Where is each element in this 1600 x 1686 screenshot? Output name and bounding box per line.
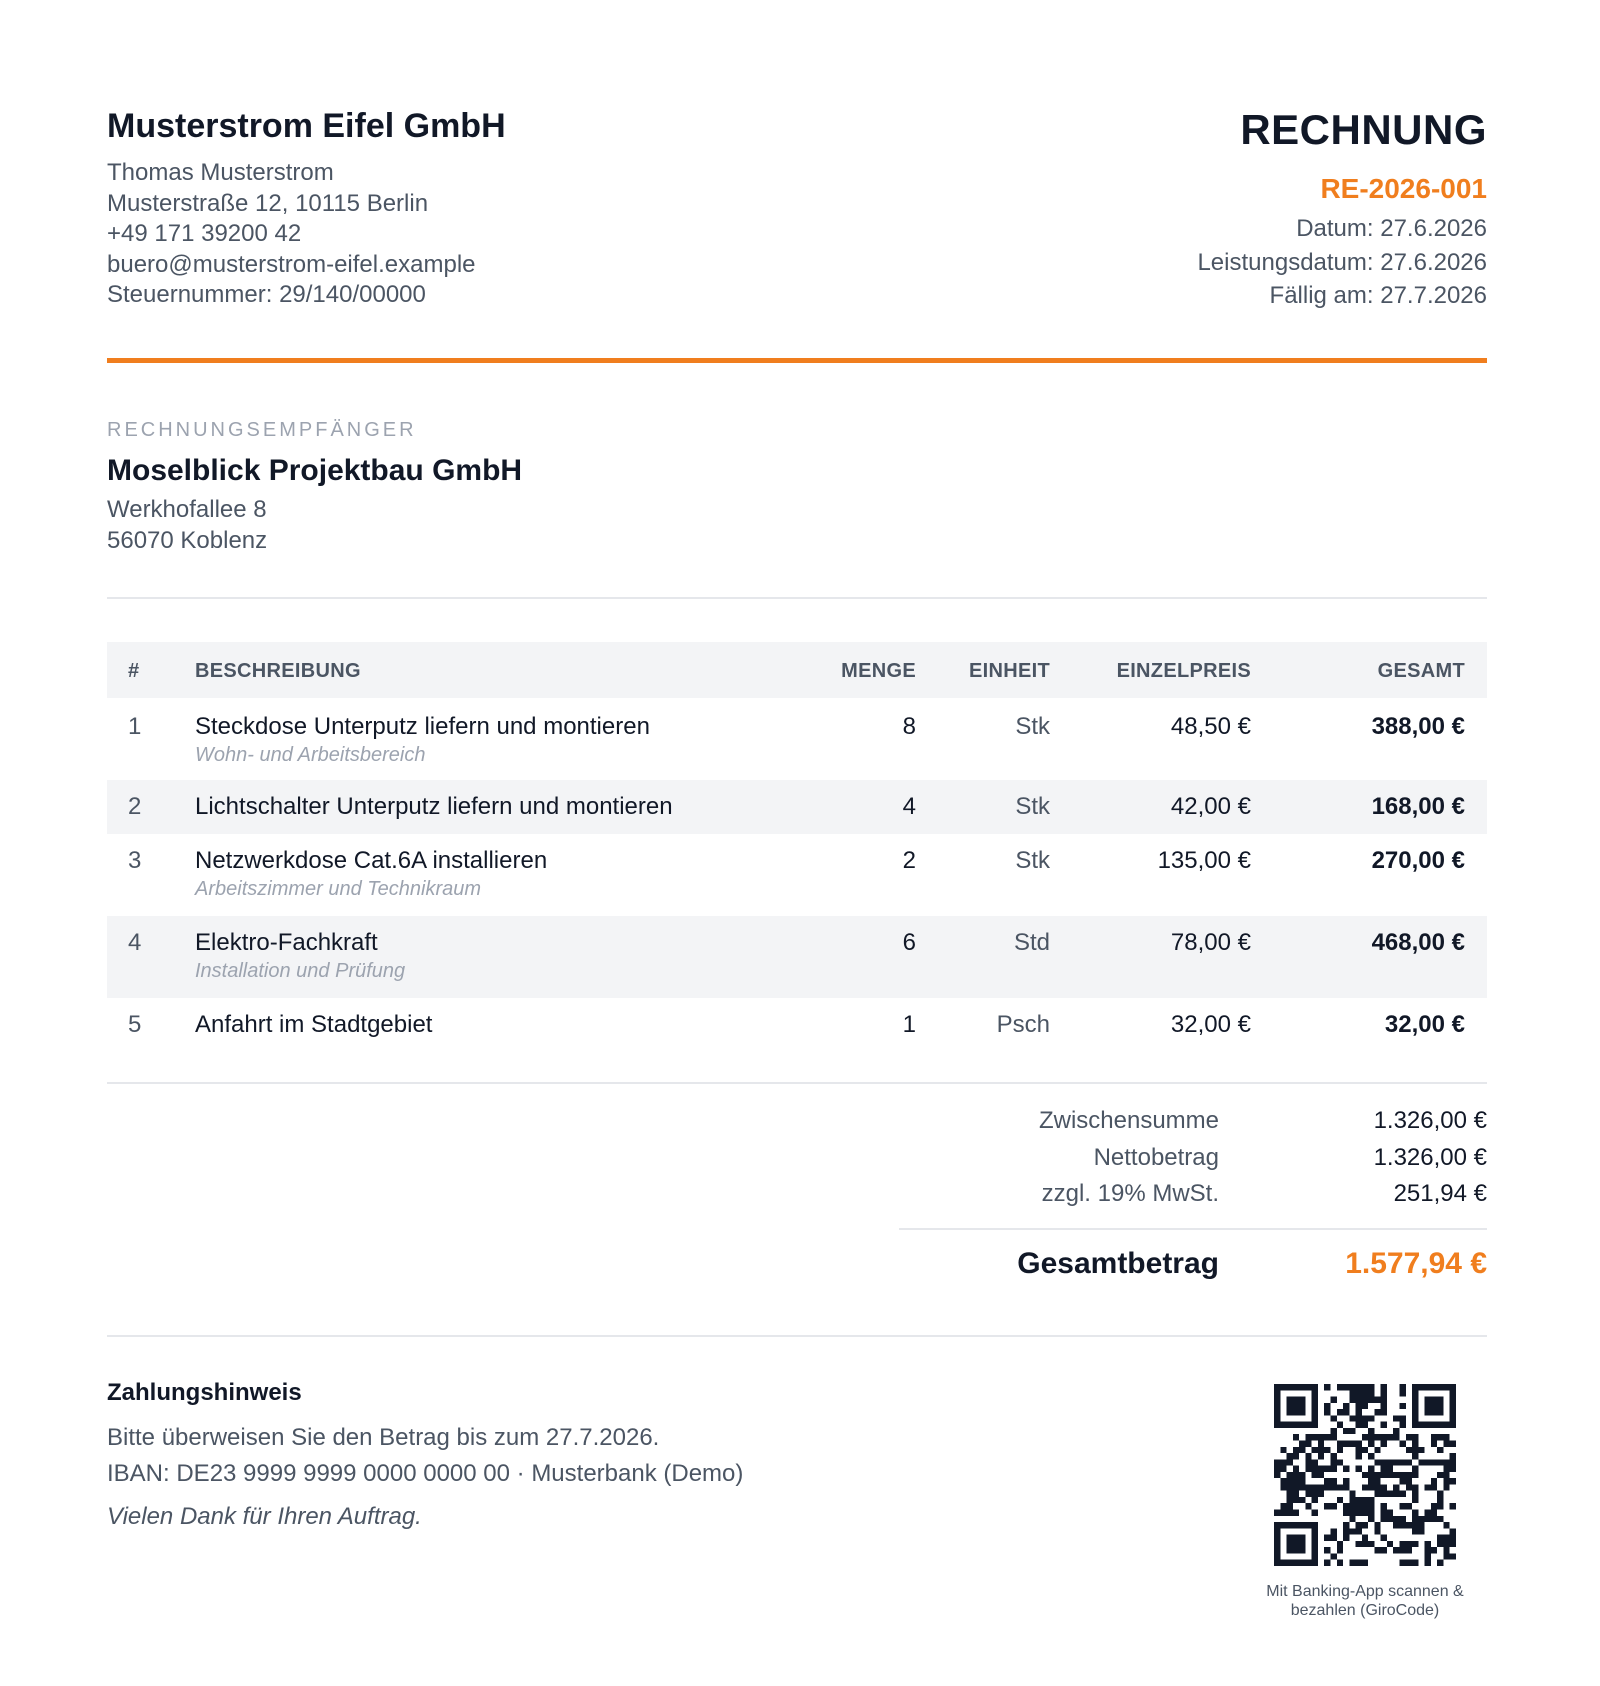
row-unit-price: 32,00 € (1170, 1011, 1251, 1038)
row-total: 468,00 € (1371, 929, 1465, 956)
seller-phone: +49 171 39200 42 (107, 220, 302, 247)
table-row (107, 916, 1487, 998)
grand-total-label: Gesamtbetrag (1017, 1247, 1219, 1280)
row-total: 168,00 € (1371, 793, 1465, 820)
seller-tax-number: Steuernummer: 29/140/00000 (107, 281, 426, 308)
row-subtext: Installation und Prüfung (195, 960, 406, 982)
row-description: Steckdose Unterputz liefern und montieren (195, 713, 650, 740)
row-unit: Stk (1015, 847, 1050, 874)
invoice-meta (1197, 106, 1487, 313)
table-header (107, 642, 1487, 698)
invoice-title: RECHNUNG (1240, 106, 1487, 153)
line-items-table (107, 642, 1487, 1054)
row-description: Anfahrt im Stadtgebiet (195, 1011, 433, 1038)
vat-label: zzgl. 19% MwSt. (1041, 1180, 1219, 1207)
row-unit: Std (1013, 929, 1050, 956)
seller-address: Musterstraße 12, 10115 Berlin (107, 189, 429, 217)
net-label: Nettobetrag (1093, 1143, 1219, 1171)
row-unit-price: 78,00 € (1170, 929, 1251, 956)
row-number: 4 (128, 929, 142, 956)
recipient-block (107, 418, 522, 556)
invoice-page (107, 0, 1487, 1686)
table-row (107, 698, 1487, 780)
recipient-name: Moselblick Projektbau GmbH (107, 454, 523, 487)
row-unit: Psch (996, 1011, 1050, 1038)
divider (107, 597, 1487, 599)
row-quantity: 8 (902, 713, 916, 740)
payment-title: Zahlungshinweis (107, 1379, 302, 1406)
qr-block (1260, 1384, 1470, 1620)
subtotal-row (899, 1106, 1487, 1143)
row-number: 1 (128, 713, 142, 740)
payment-iban: IBAN: DE23 9999 9999 0000 0000 00 · Musterbank (Demo) (107, 1460, 744, 1487)
net-value: 1.326,00 € (1373, 1143, 1487, 1171)
col-header-unit: EINHEIT (969, 660, 1050, 682)
row-subtext: Arbeitszimmer und Technikraum (195, 878, 482, 900)
invoice-number: RE-2026-001 (1320, 173, 1487, 204)
row-number: 2 (128, 793, 142, 820)
row-number: 5 (128, 1011, 142, 1038)
qr-code-icon (1274, 1384, 1456, 1566)
seller-email: buero@musterstrom-eifel.example (107, 250, 476, 278)
totals-divider (899, 1228, 1487, 1230)
seller-name: Musterstrom Eifel GmbH (107, 107, 506, 145)
seller-contact: Thomas Musterstrom (107, 159, 334, 186)
row-total: 388,00 € (1371, 713, 1465, 740)
totals-block (899, 1106, 1487, 1280)
row-unit-price: 135,00 € (1157, 847, 1251, 874)
col-header-unit-price: EINZELPREIS (1116, 660, 1251, 682)
row-description: Lichtschalter Unterputz liefern und montieren (195, 793, 673, 820)
row-subtext: Wohn- und Arbeitsbereich (195, 744, 426, 766)
row-quantity: 1 (902, 1011, 916, 1038)
recipient-street: Werkhofallee 8 (107, 496, 267, 523)
subtotal-label: Zwischensumme (1038, 1107, 1219, 1134)
col-header-quantity: MENGE (841, 660, 916, 682)
row-quantity: 4 (902, 793, 916, 820)
qr-caption-line-2: bezahlen (GiroCode) (1290, 1602, 1440, 1619)
row-number: 3 (128, 847, 142, 874)
seller-block (107, 106, 506, 311)
row-unit: Stk (1015, 713, 1050, 740)
service-date: Leistungsdatum: 27.6.2026 (1197, 248, 1487, 276)
table-row (107, 780, 1487, 834)
invoice-date: Datum: 27.6.2026 (1296, 215, 1487, 242)
row-unit: Stk (1015, 793, 1050, 820)
col-header-description: BESCHREIBUNG (195, 660, 361, 682)
row-unit-price: 42,00 € (1170, 793, 1251, 820)
row-total: 270,00 € (1371, 847, 1465, 874)
qr-caption-line-1: Mit Banking-App scannen & (1266, 1583, 1464, 1600)
row-description: Netzwerkdose Cat.6A installieren (195, 847, 548, 874)
accent-divider (107, 358, 1487, 363)
vat-row (899, 1179, 1487, 1216)
table-row (107, 998, 1487, 1054)
subtotal-value: 1.326,00 € (1373, 1107, 1487, 1134)
row-quantity: 6 (902, 929, 916, 956)
vat-value: 251,94 € (1393, 1180, 1487, 1207)
invoice-header (107, 106, 1487, 316)
thank-you-note: Vielen Dank für Ihren Auftrag. (107, 1503, 422, 1530)
due-date: Fällig am: 27.7.2026 (1269, 282, 1487, 309)
divider (107, 1082, 1487, 1084)
col-header-total: GESAMT (1377, 660, 1465, 682)
net-row (899, 1143, 1487, 1180)
divider (107, 1335, 1487, 1337)
recipient-city: 56070 Koblenz (107, 527, 268, 554)
payment-instruction: Bitte überweisen Sie den Betrag bis zum 27.7.2026. (107, 1424, 660, 1451)
row-unit-price: 48,50 € (1170, 713, 1251, 740)
row-total: 32,00 € (1384, 1011, 1465, 1038)
row-description: Elektro-Fachkraft (195, 929, 378, 956)
col-header-number: # (128, 660, 140, 682)
recipient-label: RECHNUNGSEMPFÄNGER (107, 419, 417, 441)
payment-note (107, 1378, 1007, 1532)
table-row (107, 834, 1487, 916)
grand-total-value: 1.577,94 € (1345, 1247, 1487, 1280)
row-quantity: 2 (902, 847, 916, 874)
